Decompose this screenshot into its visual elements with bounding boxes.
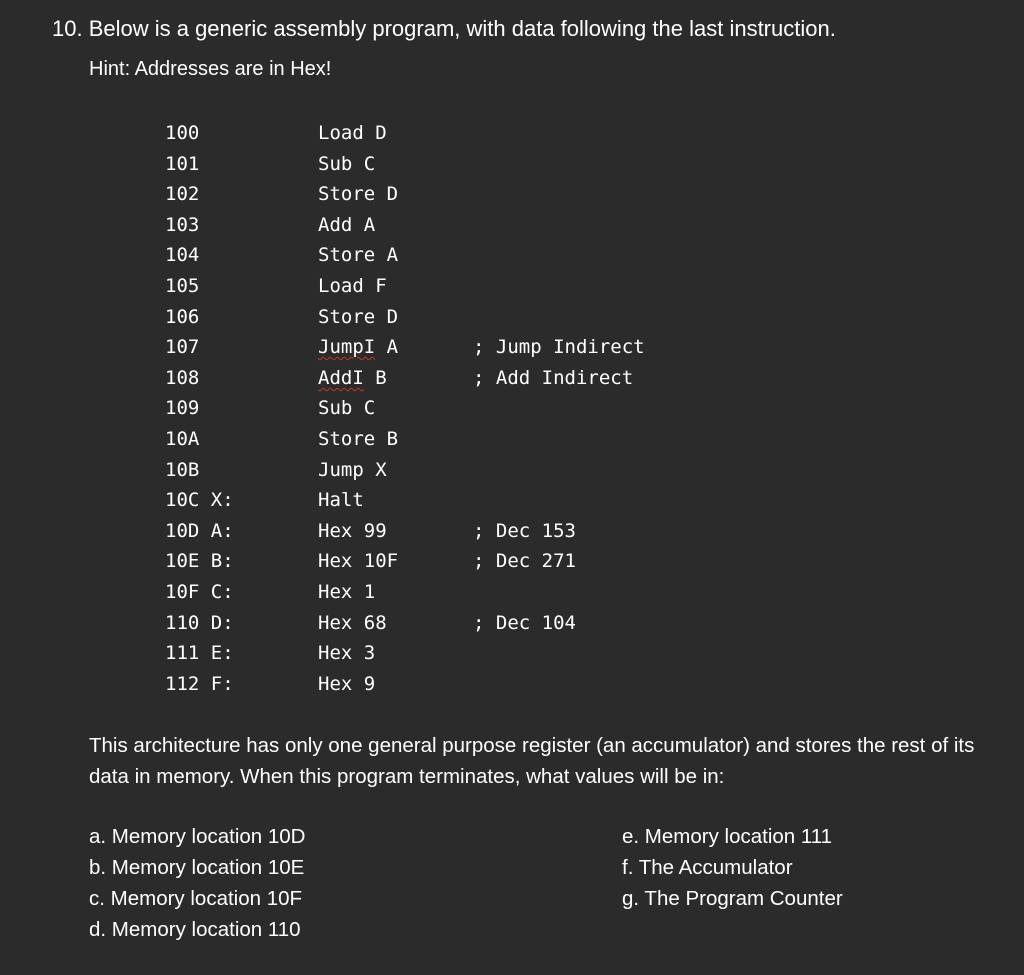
instruction: Halt [318, 489, 364, 512]
address: 10B [165, 458, 200, 481]
address: 105 [165, 274, 200, 297]
instruction: Store D [318, 183, 399, 206]
answer-item: a. Memory location 10D [89, 825, 306, 848]
operand: B [363, 366, 387, 389]
answer-list-right [622, 821, 843, 914]
address: 106 [165, 305, 200, 328]
description-paragraph: This architecture has only one general purpose register (an accumulator) and stores the rest of its data in memory. When this program terminates, what values will be in: [89, 734, 975, 788]
address: 112 F: [165, 672, 234, 695]
answer-item: c. Memory location 10F [89, 887, 303, 910]
answer-item: b. Memory location 10E [89, 856, 305, 879]
instruction: Hex 10F [318, 550, 399, 573]
instruction: Hex 1 [318, 580, 376, 603]
code-line [0, 516, 1024, 547]
address: 109 [165, 397, 200, 420]
address: 107 [165, 336, 200, 359]
assembly-program [0, 118, 1024, 699]
code-line [0, 669, 1024, 700]
answer-item: d. Memory location 110 [89, 918, 301, 941]
comment: ; Dec 271 [473, 550, 576, 573]
code-line [0, 363, 1024, 394]
operand: A [375, 336, 399, 359]
instruction [318, 332, 398, 363]
address: 110 D: [165, 611, 234, 634]
code-line [0, 240, 1024, 271]
answer-item: f. The Accumulator [622, 856, 793, 879]
code-line [0, 546, 1024, 577]
address: 101 [165, 152, 200, 175]
address: 10A [165, 427, 200, 450]
address: 102 [165, 183, 200, 206]
code-line [0, 638, 1024, 669]
code-line [0, 302, 1024, 333]
code-line [0, 608, 1024, 639]
instruction: Add A [318, 213, 376, 236]
spellcheck-opcode: AddI [318, 366, 364, 389]
code-line [0, 332, 1024, 363]
code-line [0, 118, 1024, 149]
spellcheck-opcode: JumpI [318, 336, 376, 359]
instruction: Jump X [318, 458, 387, 481]
answer-item: e. Memory location 111 [622, 825, 833, 848]
code-line [0, 149, 1024, 180]
instruction: Hex 3 [318, 642, 376, 665]
code-line [0, 271, 1024, 302]
instruction: Store B [318, 427, 399, 450]
instruction: Sub C [318, 152, 376, 175]
address: 111 E: [165, 642, 234, 665]
instruction: Hex 9 [318, 672, 376, 695]
code-line [0, 393, 1024, 424]
code-line [0, 210, 1024, 241]
instruction: Hex 99 [318, 519, 387, 542]
instruction: Sub C [318, 397, 376, 420]
address: 108 [165, 366, 200, 389]
code-line [0, 179, 1024, 210]
code-line [0, 424, 1024, 455]
code-line [0, 577, 1024, 608]
answer-list-left [89, 821, 305, 945]
code-line [0, 485, 1024, 516]
hint-text: Hint: Addresses are in Hex! [89, 58, 332, 80]
address: 104 [165, 244, 200, 267]
address: 100 [165, 122, 200, 144]
instruction: Load D [318, 122, 387, 144]
answer-item: g. The Program Counter [622, 887, 843, 910]
address: 10C X: [165, 489, 234, 512]
comment: ; Dec 104 [473, 611, 576, 634]
comment: ; Add Indirect [473, 366, 634, 389]
address: 10D A: [165, 519, 234, 542]
instruction [318, 363, 387, 394]
instruction: Store D [318, 305, 399, 328]
comment: ; Dec 153 [473, 519, 576, 542]
address: 10E B: [165, 550, 234, 573]
instruction: Load F [318, 274, 387, 297]
address: 10F C: [165, 580, 234, 603]
instruction: Hex 68 [318, 611, 387, 634]
address: 103 [165, 213, 200, 236]
instruction: Store A [318, 244, 399, 267]
comment: ; Jump Indirect [473, 336, 645, 359]
code-line [0, 455, 1024, 486]
question-title: 10. Below is a generic assembly program, with data following the last instruction. [52, 16, 836, 41]
